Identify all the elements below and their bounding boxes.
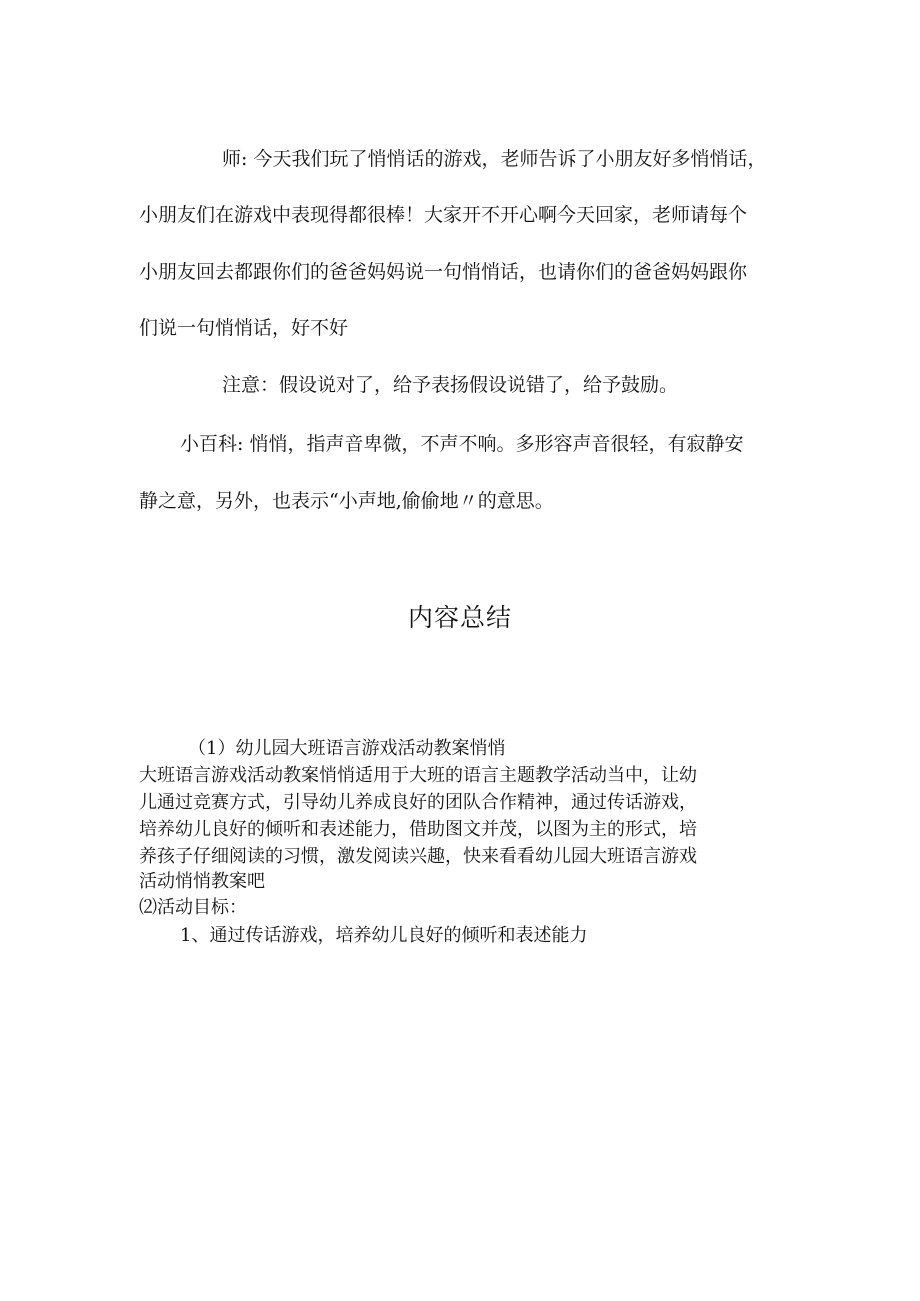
teacher-paragraph-line-1: 师: 今天我们玩了悄悄话的游戏，老师告诉了小朋友好多悄悄话，	[222, 148, 767, 170]
summary-item2-goal: 1、通过传话游戏，培养幼儿良好的倾听和表述能力	[180, 925, 588, 946]
encyclopedia-line-1: 小百科: 悄悄，指声音卑微，不声不响。多形容声音很轻，有寂静安	[180, 433, 744, 455]
summary-item1-line-1: 大班语言游戏活动教案悄悄适用于大班的语言主题教学活动当中，让幼	[139, 765, 697, 786]
summary-item1-heading: （1）幼儿园大班语言游戏活动教案悄悄	[188, 738, 506, 759]
encyclopedia-line-2: 静之意，另外，也表示“小声地,偷偷地〃的意思。	[139, 490, 554, 512]
note-line: 注意：假设说对了，给予表扬假设说错了，给予鼓励。	[222, 374, 679, 396]
teacher-paragraph-line-3: 小朋友回去都跟你们的爸爸妈妈说一句悄悄话，也请你们的爸爸妈妈跟你	[139, 261, 748, 283]
teacher-paragraph-line-4: 们说一句悄悄话，好不好	[139, 317, 349, 339]
summary-item1-line-2: 儿通过竞赛方式，引导幼儿养成良好的团队合作精神，通过传话游戏，	[139, 792, 697, 813]
summary-item2-heading: ⑵活动目标：	[139, 897, 247, 918]
summary-item1-line-3: 培养幼儿良好的倾听和表述能力，借助图文并茂，以图为主的形式，培	[139, 819, 697, 840]
teacher-paragraph-line-2: 小朋友们在游戏中表现得都很棒！大家开不开心啊今天回家，老师请每个	[139, 204, 748, 226]
summary-title: 内容总结	[407, 603, 512, 632]
summary-item1-line-5: 活动悄悄教案吧	[139, 871, 265, 892]
summary-item1-line-4: 养孩子仔细阅读的习惯，激发阅读兴趣，快来看看幼儿园大班语言游戏	[139, 846, 697, 867]
